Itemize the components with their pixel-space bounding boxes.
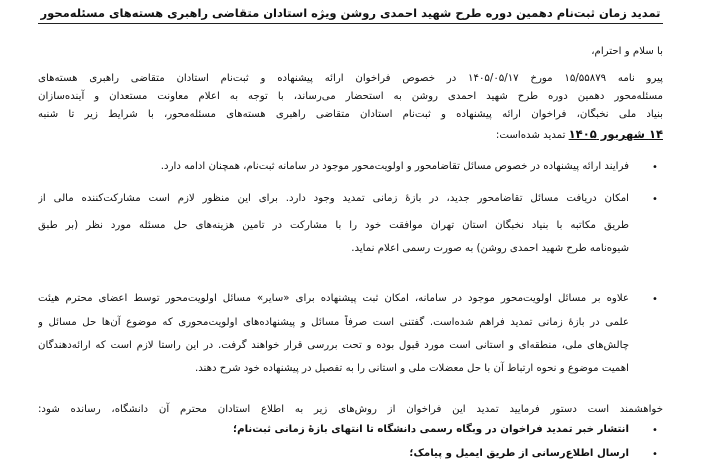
bullet-3-line-4: اهمیت موضوع و نحوه ارتباط آن با حل معضلات ملی و استانی را به تفصیل در پیشنهاده خود شرح دهند. [194,363,629,374]
bullet-icon: • [652,294,658,305]
intro-line-2: مسئله‌محور دهمین دوره طرح شهید احمدی روشن به استحضار می‌رساند، با توجه به اعلام معاونت مستعدان و آینده‌سازان [38,91,663,102]
bullet-icon: • [652,425,658,436]
bullet-2-line-2: طریق مکاتبه با بنیاد نخبگان استان تهران موافقت خود را با مشارکت در تامین هزینه‌های حل مسئله مورد نظر (بر طبق [38,220,629,231]
bullet-1-line-1: فرایند ارائه پیشنهاده در خصوص مسائل تقاضامحور و اولویت‌محور موجود در سامانه ثبت‌نام، همچنان ادامه دارد. [160,161,629,172]
bullet-icon: • [652,194,658,205]
bullet-2-line-3: شیوه‌نامه طرح شهید احمدی روشن) به صورت رسمی اعلام نماید. [351,243,629,254]
bullet-3-line-2: علمی در بازهٔ زمانی تمدید فراهم شده‌است. گفتنی است صرفاً مسائل و پیشنهاده‌های اولویت‌محوری که موضوع آن‌ها حل مسائل و [38,317,629,328]
closing-request: خواهشمند است دستور فرمایید تمدید این فراخوان از روش‌های زیر به اطلاع استادان محترم آن دانشگاه، رسانده شود: [38,404,663,415]
bullet-3-line-1: علاوه بر مسائل اولویت‌محور موجود در سامانه، امکان ثبت پیشنهاده برای «سایر» مسائل اولویت‌محور توسط اعضای محترم هیئت [38,293,629,304]
bullet-icon: • [652,449,658,460]
bullet-3-line-3: چالش‌های ملی، منطقه‌ای و استانی است مورد قبول بوده و تحت بررسی قرار خواهند گرفت. در این راستا لازم است که ارائه‌دهندگان [38,340,629,351]
document-page [38,0,663,460]
extension-deadline: ۱۴ شهریور ۱۴۰۵ [568,127,663,141]
action-item-1: انتشار خبر تمدید فراخوان در وبگاه رسمی دانشگاه تا انتهای بازهٔ زمانی ثبت‌نام؛ [233,424,629,435]
action-item-2: ارسال اطلاع‌رسانی از طریق ایمیل و پیامک؛ [409,448,629,459]
intro-line-4-rest: تمدید شده‌است: [495,130,569,141]
intro-line-1: پیرو نامه ۱۵/۵۵۸۷۹ مورخ ۱۴۰۵/۰۵/۱۷ در خصوص فراخوان ارائه پیشنهاده و ثبت‌نام استادان متقاضی راهبری هسته‌های [38,73,663,84]
title-underline [38,23,663,24]
intro-line-3: بنیاد ملی نخبگان، فراخوان ارائه پیشنهاده و ثبت‌نام استادان متقاضی راهبری هسته‌های مسئله‌محور، با شرایط زیر تا شنبه [38,109,663,120]
intro-line-4 [38,126,663,144]
bullet-2-line-1: امکان دریافت مسائل تقاضامحور جدید، در بازهٔ زمانی تمدید وجود دارد. برای این منظور لازم است مشارکت‌کننده مالی از [38,193,629,204]
greeting: با سلام و احترام، [591,46,663,57]
bullet-icon: • [652,162,658,173]
document-title: تمدید زمان ثبت‌نام دهمین دوره طرح شهید احمدی روشن ویژه استادان متقاضی راهبری هسته‌های مسئله‌محور [40,6,661,20]
